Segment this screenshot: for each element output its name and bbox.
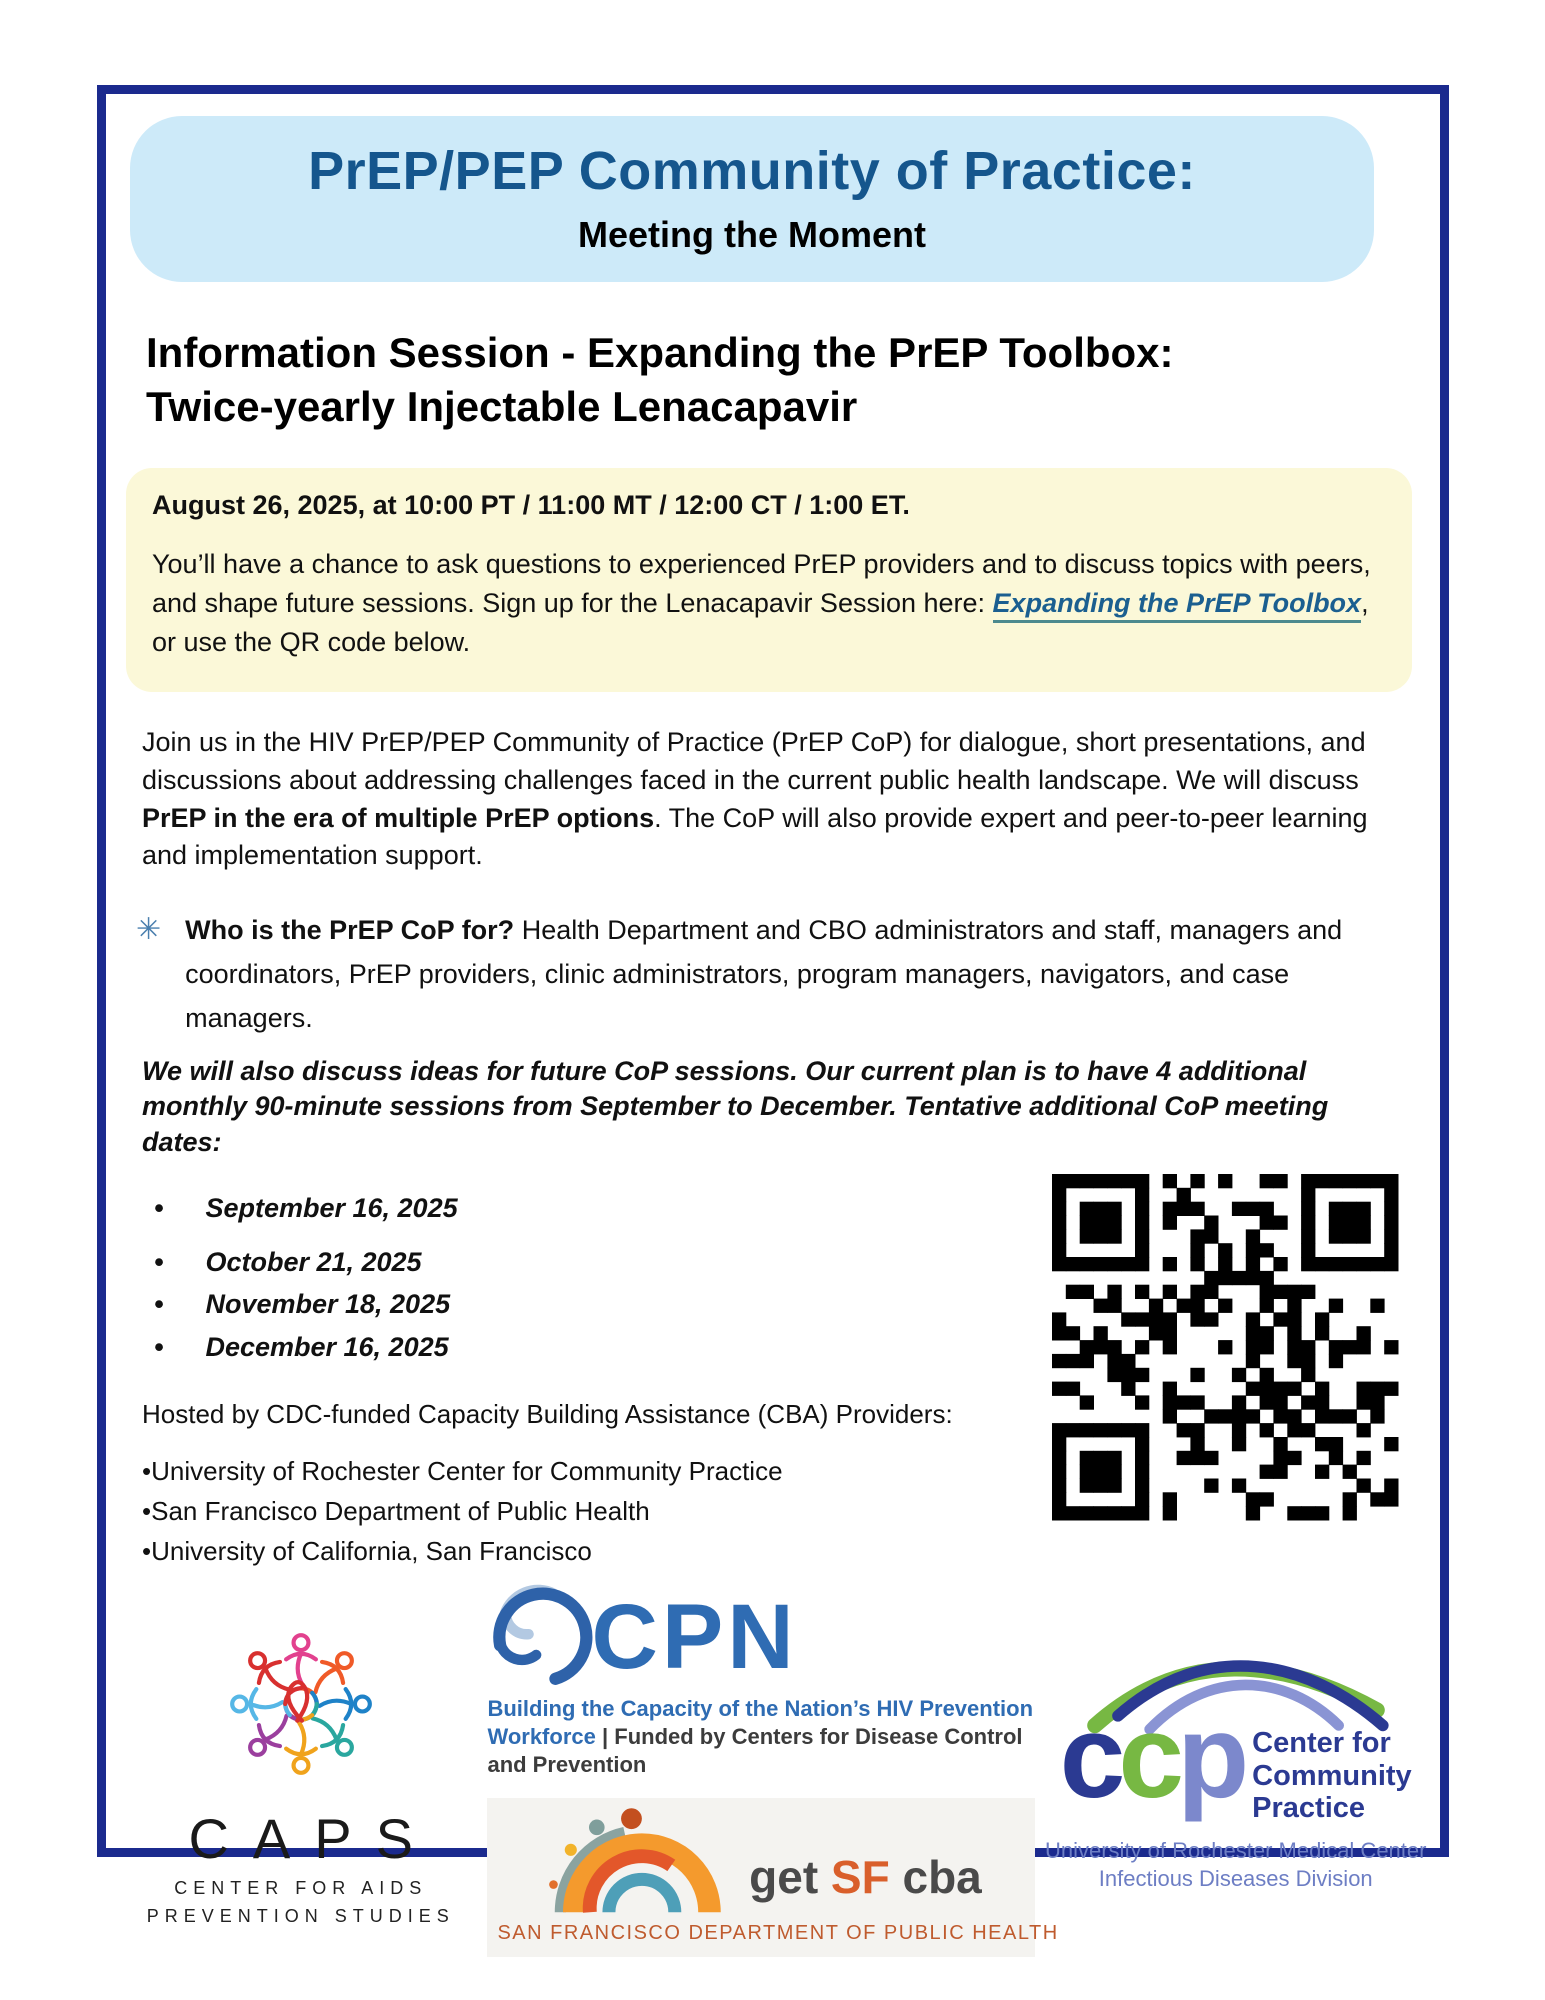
audience-description: Health Department and CBO administrators and staff, managers and coordinators, PrEP providers, clinic administrators, program managers, navigators, and case managers. [185,915,1343,1033]
dates-and-qr-row [142,1172,1398,1568]
audience-text [185,909,1374,1040]
page-title: PrEP/PEP Community of Practice: [308,141,1196,201]
host-organization: •San Francisco Department of Public Health [142,1496,650,1527]
host-organization: •University of Rochester Center for Community Practice [142,1456,783,1487]
getsf-word-sf: SF [830,1850,890,1903]
ccp-name-line1: Center for [1252,1727,1391,1760]
audience-bullet [136,909,1374,1040]
intro-text-before: Join us in the HIV PrEP/PEP Community of Practice (PrEP CoP) for dialogue, short presentations, and discussions about addressing challenges faced in the current public health landscape. We will discuss [142,726,1366,795]
getsf-wordmark [749,1850,982,1914]
flyer-page [97,85,1449,1944]
bullet-icon: • [154,1289,164,1320]
ccp-letter-c1: c [1059,1691,1119,1824]
list-item [142,1331,1036,1363]
intro-bold-text: PrEP in the era of multiple PrEP options [142,802,655,833]
description-text-after: , or use the QR code below. [152,587,1369,657]
title-banner [130,116,1374,282]
meeting-date: December 16, 2025 [205,1331,449,1362]
session-description [152,545,1390,662]
ccp-letter-c2: c [1118,1691,1178,1824]
getsf-word-get: get [749,1850,819,1903]
meeting-date: October 21, 2025 [205,1246,422,1277]
ccp-org-line1: University of Rochester Medical Center [1044,1837,1427,1863]
meeting-date: November 18, 2025 [205,1289,451,1320]
getsf-arches-icon [541,1810,741,1914]
host-organizations-list [142,1456,1036,1567]
logo-row [128,1585,1432,1956]
intro-paragraph [142,724,1400,875]
hosted-by-text: Hosted by CDC-funded Capacity Building Assistance (CBA) Providers: [142,1399,953,1430]
caps-logo [128,1611,473,1927]
host-organization: •University of California, San Francisco [142,1536,592,1567]
cpn-tagline-dark: Funded by Centers for Disease Control and Prevention [487,1724,1023,1778]
ccp-name-line3: Practice [1252,1792,1366,1825]
ccp-logo [1039,1641,1432,1894]
list-item [142,1246,1036,1278]
getsf-word-cba: cba [902,1850,982,1903]
audience-label: Who is the PrEP CoP for? [185,915,515,946]
bullet-icon: • [154,1246,164,1277]
caps-tagline-line2: PREVENTION STUDIES [146,1906,455,1927]
intro-text-after: . The CoP will also provide expert and peer-to-peer learning and implementation support. [142,802,1368,871]
getsf-logo [487,1798,1059,1957]
caps-people-sphere-icon [208,1611,394,1797]
cpn-tagline-blue: Building the Capacity of the Nation’s HIV Prevention Workforce [487,1696,1034,1750]
list-item [142,1288,1036,1320]
page-subtitle: Meeting the Moment [578,214,926,255]
cpn-logo [487,1585,1035,1689]
session-title: Information Session - Expanding the PrEP Toolbox: Twice-yearly Injectable Lenacapavir [146,329,1174,430]
dates-column [142,1172,1036,1568]
ccp-org-line2: Infectious Diseases Division [1098,1866,1373,1892]
ccp-name [1252,1727,1412,1824]
cpn-tagline [487,1695,1035,1779]
ccp-organization [1039,1837,1432,1894]
bullet-icon: • [154,1331,164,1362]
description-text-before: You’ll have a chance to ask questions to experienced PrEP providers and to discuss topics with peers, and shape future sessions. Sign up for the Lenacapavir Session here: [152,548,1371,618]
meeting-dates-list [142,1192,1036,1364]
caps-acronym: CAPS [188,1807,437,1871]
session-info-box [126,468,1412,692]
asterisk-bullet-icon: ✳ [136,913,162,947]
list-item [142,1192,1036,1224]
expanding-toolbox-link[interactable]: Expanding the PrEP Toolbox [993,588,1362,623]
cpn-swirl-icon [487,1585,591,1689]
session-datetime: August 26, 2025, at 10:00 PT / 11:00 MT / 12:00 CT / 1:00 ET. [152,489,910,520]
cpn-tagline-separator: | [595,1724,615,1750]
ccp-letter-p: p [1177,1691,1243,1824]
cpn-acronym: CPN [591,1586,798,1689]
qr-code [1052,1174,1398,1520]
caps-tagline-line1: CENTER FOR AIDS [174,1878,428,1899]
getsf-subtitle: SAN FRANCISCO DEPARTMENT OF PUBLIC HEALTH [497,1921,1059,1944]
meeting-date: September 16, 2025 [205,1192,458,1223]
ccp-name-line2: Community [1252,1759,1412,1792]
future-sessions-paragraph: We will also discuss ideas for future CoP sessions. Our current plan is to have 4 additional monthly 90-minute sessions from September to December. Tentative additional CoP meeting dates: [142,1056,1329,1157]
middle-logo-column [487,1585,1059,1956]
getsf-logo-top [497,1810,1025,1914]
bullet-icon: • [154,1192,164,1223]
ccp-acronym [1059,1691,1243,1824]
